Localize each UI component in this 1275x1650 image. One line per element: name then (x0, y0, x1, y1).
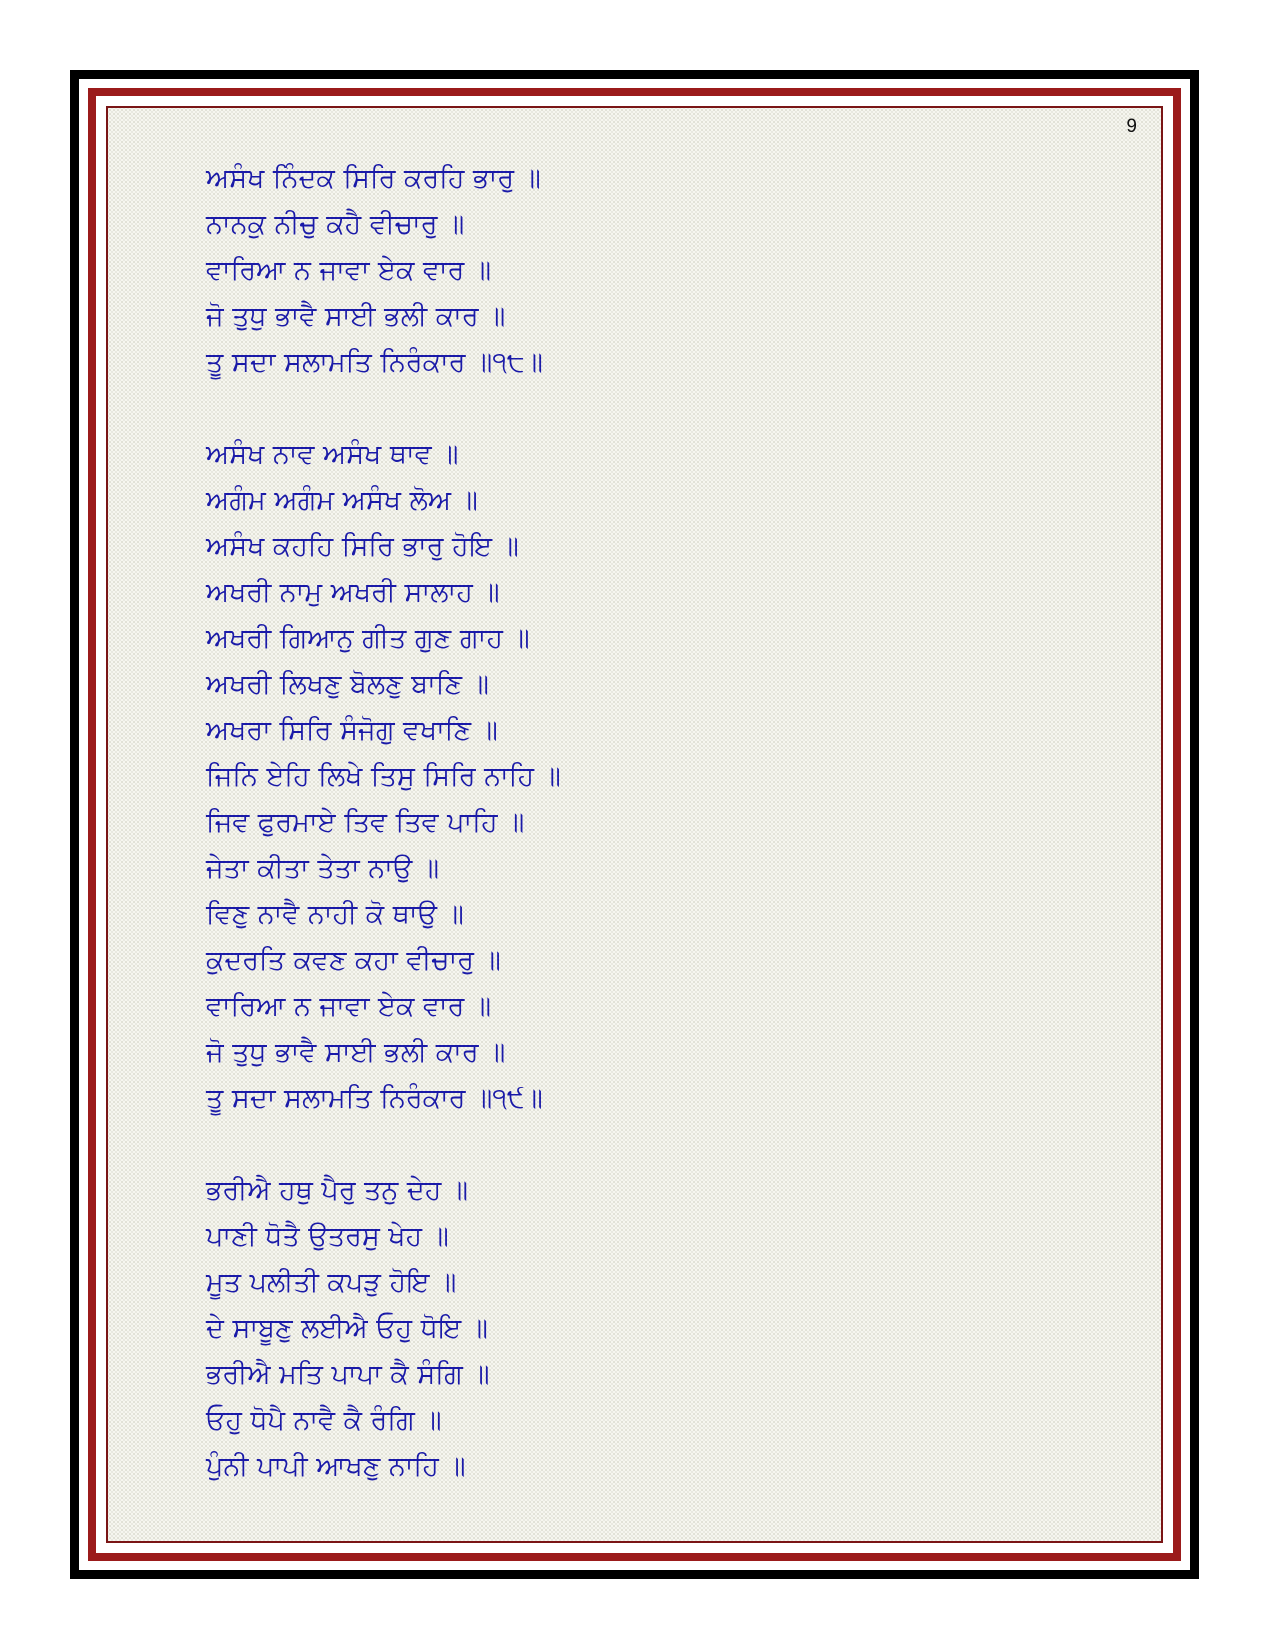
verse-line: ਵਾਰਿਆ ਨ ਜਾਵਾ ਏਕ ਵਾਰ ॥ (206, 991, 492, 1022)
verse-line: ਭਰੀਐ ਹਥੁ ਪੈਰੁ ਤਨੁ ਦੇਹ ॥ (206, 1175, 469, 1206)
verse-line: ਪਾਣੀ ਧੋਤੈ ਉਤਰਸੁ ਖੇਹ ॥ (206, 1221, 449, 1252)
stanza (206, 156, 1106, 386)
verse-line: ਤੂ ਸਦਾ ਸਲਾਮਤਿ ਨਿਰੰਕਾਰ ॥੧੯॥ (206, 1083, 543, 1114)
verse-line: ਕੁਦਰਤਿ ਕਵਣ ਕਹਾ ਵੀਚਾਰੁ ॥ (206, 945, 501, 976)
verse-line: ਅਸੰਖ ਨਾਵ ਅਸੰਖ ਥਾਵ ॥ (206, 439, 459, 470)
page-number: 9 (1126, 116, 1137, 137)
verse-line: ਅਸੰਖ ਕਹਹਿ ਸਿਰਿ ਭਾਰੁ ਹੋਇ ॥ (206, 531, 519, 562)
verse-line: ਓਹੁ ਧੋਪੈ ਨਾਵੈ ਕੈ ਰੰਗਿ ॥ (206, 1405, 442, 1436)
verse-line: ਪੁੰਨੀ ਪਾਪੀ ਆਖਣੁ ਨਾਹਿ ॥ (206, 1451, 466, 1482)
verse-line: ਜੋ ਤੁਧੁ ਭਾਵੈ ਸਾਈ ਭਲੀ ਕਾਰ ॥ (206, 301, 506, 332)
verse-line: ਵਾਰਿਆ ਨ ਜਾਵਾ ਏਕ ਵਾਰ ॥ (206, 255, 492, 286)
stanza (206, 432, 1106, 1122)
verse-line: ਜੇਤਾ ਕੀਤਾ ਤੇਤਾ ਨਾਉ ॥ (206, 853, 440, 884)
verse-line: ਜਿਨਿ ਏਹਿ ਲਿਖੇ ਤਿਸੁ ਸਿਰਿ ਨਾਹਿ ॥ (206, 761, 561, 792)
page-border-red (88, 88, 1181, 1561)
verse-line: ਨਾਨਕੁ ਨੀਚੁ ਕਹੈ ਵੀਚਾਰੁ ॥ (206, 209, 465, 240)
verse-line: ਅਗੰਮ ਅਗੰਮ ਅਸੰਖ ਲੋਅ ॥ (206, 485, 478, 516)
verse-line: ਅਖਰੀ ਨਾਮੁ ਅਖਰੀ ਸਾਲਾਹ ॥ (206, 577, 500, 608)
verse-line: ਦੇ ਸਾਬੂਣੁ ਲਈਐ ਓਹੁ ਧੋਇ ॥ (206, 1313, 488, 1344)
verse-line: ਜੋ ਤੁਧੁ ਭਾਵੈ ਸਾਈ ਭਲੀ ਕਾਰ ॥ (206, 1037, 506, 1068)
verse-line: ਮੂਤ ਪਲੀਤੀ ਕਪੜੁ ਹੋਇ ॥ (206, 1267, 457, 1298)
verse-text (206, 156, 1106, 1536)
verse-line: ਅਖਰੀ ਲਿਖਣੁ ਬੋਲਣੁ ਬਾਣਿ ॥ (206, 669, 489, 700)
verse-line: ਜਿਵ ਫੁਰਮਾਏ ਤਿਵ ਤਿਵ ਪਾਹਿ ॥ (206, 807, 525, 838)
verse-line: ਅਸੰਖ ਨਿੰਦਕ ਸਿਰਿ ਕਰਹਿ ਭਾਰੁ ॥ (206, 163, 541, 194)
page-border-black (70, 70, 1199, 1579)
page-content-area (106, 106, 1163, 1543)
verse-line: ਤੂ ਸਦਾ ਸਲਾਮਤਿ ਨਿਰੰਕਾਰ ॥੧੮॥ (206, 347, 543, 378)
verse-line: ਅਖਰਾ ਸਿਰਿ ਸੰਜੋਗੁ ਵਖਾਣਿ ॥ (206, 715, 498, 746)
verse-line: ਭਰੀਐ ਮਤਿ ਪਾਪਾ ਕੈ ਸੰਗਿ ॥ (206, 1359, 490, 1390)
verse-line: ਅਖਰੀ ਗਿਆਨੁ ਗੀਤ ਗੁਣ ਗਾਹ ॥ (206, 623, 530, 654)
verse-line: ਵਿਣੁ ਨਾਵੈ ਨਾਹੀ ਕੋ ਥਾਉ ॥ (206, 899, 464, 930)
stanza (206, 1168, 1106, 1490)
